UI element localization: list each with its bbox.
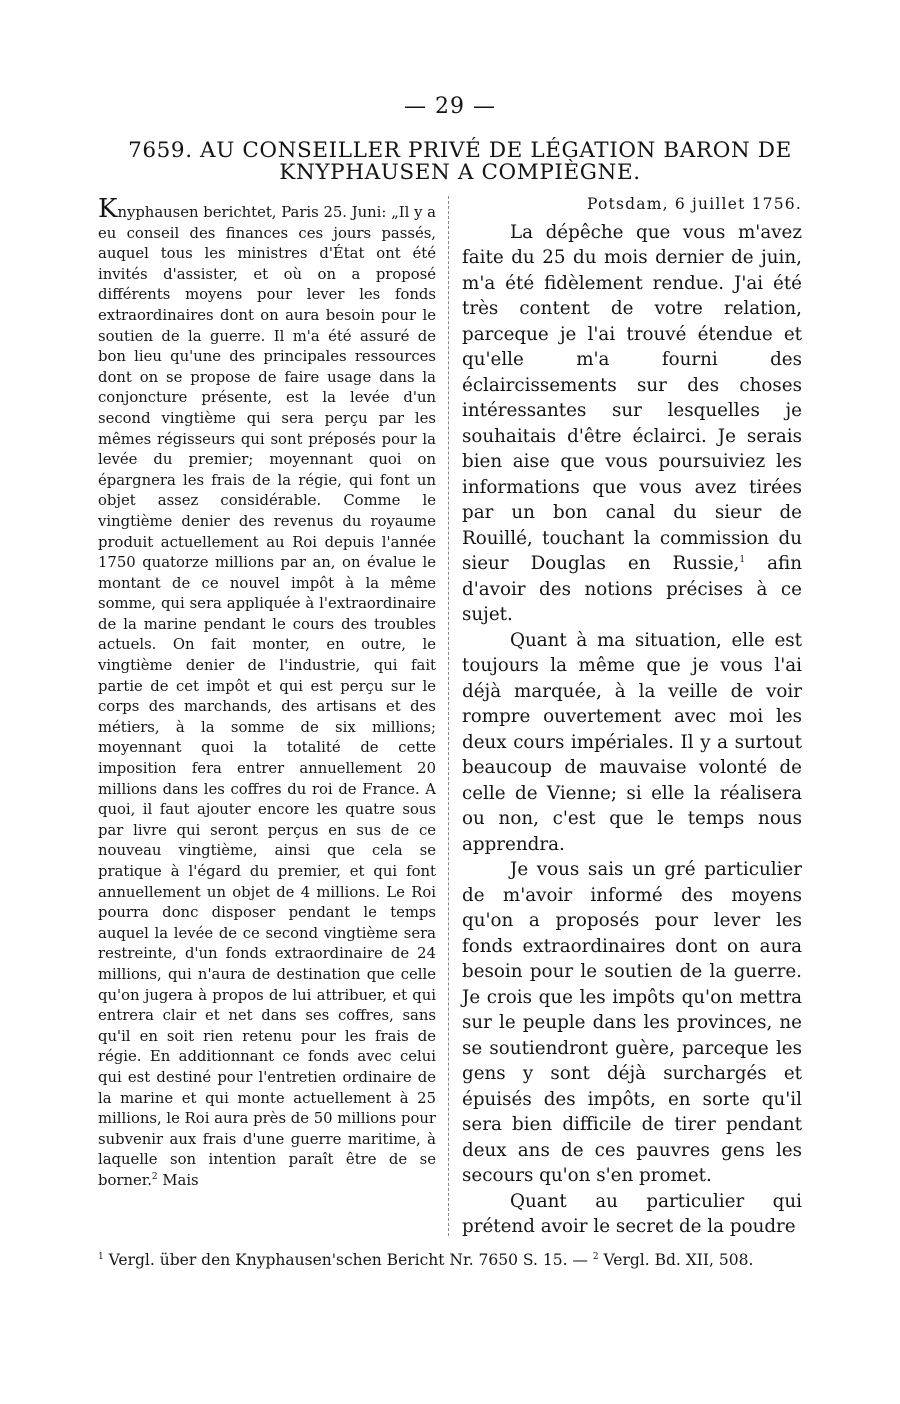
page-number: — 29 —: [404, 94, 496, 119]
footnote-2-text: Vergl. Bd. XII, 508.: [598, 1251, 754, 1269]
drop-cap-initial: K: [98, 194, 118, 224]
report-summary-tail: Mais: [157, 1171, 199, 1189]
footnote-mark-1: 1: [98, 1251, 104, 1262]
letter-paragraph-2: Quant à ma situation, elle est toujours la même que je vous l'ai déjà marquée, à la veille de voir rompre ouvertement avec moi les deux cours impériales. Il y a surtout beaucoup de mauvaise volonté de celle de Vienne; si elle la réalisera ou non, c'est que le temps nous apprendra.: [462, 629, 802, 855]
letter-paragraph-1: [462, 220, 802, 628]
footnote-1-text: Vergl. über den Knyphausen'schen Bericht Nr. 7650 S. 15. —: [103, 1251, 593, 1269]
letter-title-line-2: KNYPHAUSEN A COMPIÈGNE.: [279, 160, 641, 185]
report-summary-text: [98, 194, 436, 1192]
letter-title: [100, 140, 820, 184]
footnote-ref-1: 1: [739, 554, 746, 565]
column-divider: [448, 196, 449, 1236]
letter-body-column: [462, 192, 802, 1240]
dateline: Potsdam, 6 juillet 1756.: [587, 195, 802, 213]
letter-paragraph-3: Je vous sais un gré particulier de m'avoir informé des moyens qu'on a proposés pour lever les fonds extraordinaires dont on aura besoin pour le soutien de la guerre. Je crois que les impôts qu'on mettra sur le peuple dans les provinces, ne se soutiendront guère, parceque les gens y sont déjà surchargés et épuisés des impôts, en sorte qu'il sera bien difficile de tirer pendant deux ans de ces pauvres gens les secours qu'on s'en promet.: [462, 859, 802, 1186]
letter-title-line-1: 7659. AU CONSEILLER PRIVÉ DE LÉGATION BARON DE: [128, 138, 792, 163]
footnote-mark-2: 2: [592, 1251, 599, 1262]
footnote-ref-2: 2: [151, 1171, 158, 1182]
report-summary-body: nyphausen berichtet, Paris 25. Juni: „Il y a eu conseil des finances ces jours passés, auquel tous les ministres d'État ont été invités d'assister, et où on a proposé différents moyens pour lever les fonds extraordinaires dont on aura besoin pour le soutien de la guerre. Il m'a été assuré de bon lieu qu'une des principales ressources dont on se propose de faire usage dans la conjoncture présente, est la levée d'un second vingtième qui sera perçu par les mêmes régisseurs qui sont préposés pour la levée du premier; moyennant quoi on épargnera les frais de la régie, qui font un objet assez considérable. Comme le vingtième denier des revenus du royaume produit actuellement au Roi depuis l'année 1750 quatorze millions par an, on évalue le montant de ce nouvel impôt à la même somme, qui sera appliquée à l'extraordinaire de la marine pendant le cours des troubles actuels. On fait monter, en outre, le vingtième denier de l'industrie, qui fait partie de cet impôt et qui est perçu sur le corps des marchands, des artisans et des métiers, à la somme de six millions; moyennant quoi la totalité de cette imposition fera entrer annuellement 20 millions dans les coffres du roi de France. A quoi, il faut ajouter encore les quatre sous par livre qui seront perçus en sus de ce nouveau vingtième, ainsi que cela se pratique à l'égard du premier, et qui font annuellement un objet de 4 millions. Le Roi pourra donc disposer pendant le temps auquel la levée de ce second vingtième sera restreinte, d'un fonds extraordinaire de 24 millions, qui n'aura de destination que celle qu'on jugera à propos de lui attribuer, et qui entrera clair et net dans ses coffres, sans qu'il en soit rien retenu pour les frais de régie. En additionnant ce fonds avec celui qui est destiné pour l'entretien ordinaire de la marine et qui monte actuellement à 25 millions, le Roi aura près de 50 millions pour subvenir aux frais d'une guerre maritime, à laquelle son intention paraît être de se borner.: [98, 204, 436, 1189]
letter-paragraph-1-part-a: La dépêche que vous m'avez faite du 25 du mois dernier de juin, m'a été fidèlement rendue. J'ai été très content de votre relation, parceque je l'ai trouvé étendue et qu'elle m'a fourni des éclaircissements sur des choses intéressantes sur lesquelles je souhaitais d'être éclairci. Je serais bien aise que vous poursuiviez les informations que vous avez tirées par un bon canal du sieur de Rouillé, touchant la commission du sieur Douglas en Russie,: [462, 221, 802, 574]
letter-paragraph-1-part-b: afin d'avoir des notions précises à ce sujet.: [462, 553, 802, 625]
footnotes: [98, 1249, 802, 1271]
letter-paragraph-4: Quant au particulier qui prétend avoir le secret de la poudre: [462, 1190, 802, 1237]
report-summary-column: [98, 194, 436, 1192]
